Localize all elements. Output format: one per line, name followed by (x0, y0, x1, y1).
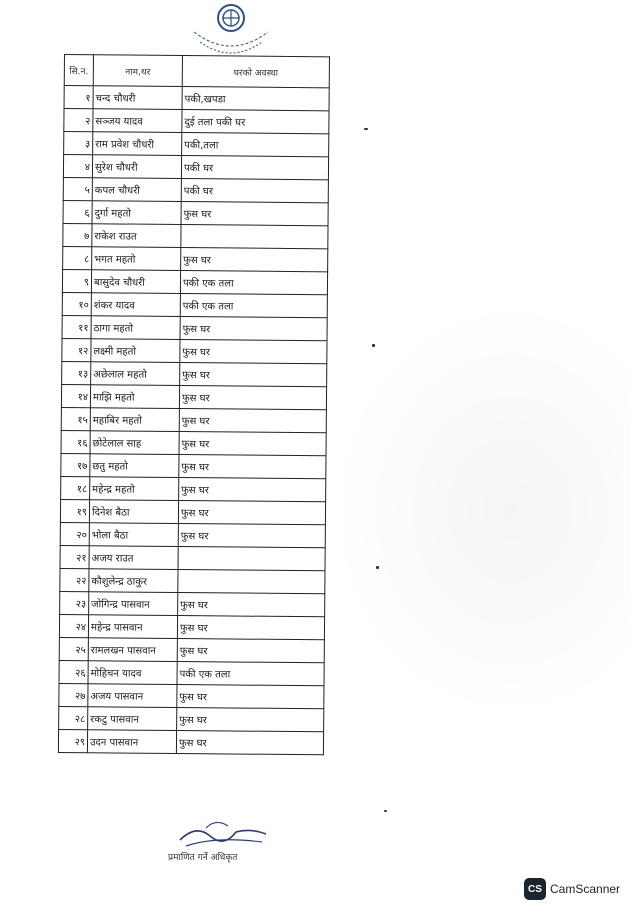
row-name: दिनेश बैठा (89, 500, 178, 524)
row-name: रकटु पासवान (88, 707, 177, 731)
row-serial: ९ (62, 269, 91, 292)
signature (176, 814, 276, 854)
scan-speck (376, 566, 379, 569)
row-serial: २७ (59, 683, 88, 706)
camscanner-watermark (524, 878, 620, 900)
table-row (61, 453, 326, 478)
row-house-status: फुस घर (181, 202, 328, 226)
row-house-status: फुस घर (180, 317, 327, 341)
row-house-status: फुस घर (179, 432, 326, 456)
row-serial: ४ (63, 155, 92, 178)
table-header-row (64, 55, 329, 88)
row-name: भोला बैठा (89, 523, 178, 547)
row-serial: २९ (58, 729, 87, 752)
table-row (63, 200, 328, 225)
table-row (61, 384, 326, 409)
row-name: रामलखन पासवान (88, 638, 177, 662)
table-row (62, 269, 327, 294)
row-house-status: फुस घर (179, 478, 326, 502)
row-name: लक्ष्मी महतो (91, 339, 180, 363)
table-row (58, 729, 323, 754)
row-name: महेन्द्र महतो (90, 477, 179, 501)
header-name: नाम,थर (93, 55, 182, 87)
table-row (60, 591, 325, 616)
row-house-status: फुस घर (178, 593, 325, 617)
row-serial: २५ (59, 637, 88, 660)
table-row (61, 407, 326, 432)
household-table (58, 54, 330, 755)
row-serial: १६ (61, 430, 90, 453)
table-row (59, 660, 324, 685)
table-row (63, 177, 328, 202)
row-serial: १७ (61, 453, 90, 476)
row-house-status: फुस घर (180, 340, 327, 364)
row-name: राकेश राउत (92, 224, 181, 248)
row-serial: ५ (63, 177, 92, 200)
row-house-status: पकी घर (181, 156, 328, 180)
table-row (60, 522, 325, 547)
scan-speck (372, 344, 375, 347)
row-house-status: फुस घर (177, 639, 324, 663)
row-house-status: फुस घर (179, 409, 326, 433)
row-house-status: पकी,खपडा (182, 87, 329, 111)
row-house-status: पकी एक तला (180, 294, 327, 318)
row-name: उदन पासवान (87, 730, 176, 754)
row-name: राम प्रवेश चौधरी (93, 132, 182, 156)
row-serial: २ (64, 109, 93, 132)
row-serial: ६ (63, 200, 92, 223)
row-name: अजय राउत (89, 546, 178, 570)
table-row (60, 545, 325, 570)
scan-speck (384, 810, 387, 812)
table-row (62, 292, 327, 317)
row-house-status: पकी एक तला (177, 662, 324, 686)
row-serial: १३ (62, 361, 91, 384)
row-name: जोगिन्द्र पासवान (89, 592, 178, 616)
row-name: छतु महतो (90, 454, 179, 478)
row-house-status: फुस घर (181, 248, 328, 272)
row-house-status (178, 570, 325, 594)
table-row (63, 223, 328, 248)
table-row (62, 315, 327, 340)
row-house-status: फुस घर (180, 363, 327, 387)
header-house-status: घरको अवस्था (182, 56, 329, 88)
row-name: अछेलाल महतो (91, 362, 180, 386)
table-row (62, 338, 327, 363)
row-name: भगत महतो (92, 247, 181, 271)
row-house-status: पकी घर (181, 179, 328, 203)
camscanner-label: CamScanner (550, 882, 621, 896)
row-name: ठागा महतो (91, 316, 180, 340)
table-row (60, 499, 325, 524)
row-name: महाबिर महतो (90, 408, 179, 432)
row-serial: २८ (59, 706, 88, 729)
row-serial: २६ (59, 660, 88, 683)
row-name: दुर्गा महतो (92, 201, 181, 225)
row-name: कौशुलेन्द्र ठाकुर (89, 569, 178, 593)
header-serial: सि.न. (64, 55, 93, 86)
row-name: माझि महतो (90, 385, 179, 409)
row-serial: २० (60, 522, 89, 545)
row-name: महेन्द्र पासवान (88, 615, 177, 639)
table-row (64, 86, 329, 111)
row-serial: १८ (61, 476, 90, 499)
table-row (59, 637, 324, 662)
table-row (63, 155, 328, 180)
row-serial: १९ (60, 499, 89, 522)
row-house-status: फुस घर (179, 386, 326, 410)
row-serial: १ (64, 86, 93, 109)
row-house-status: फुस घर (177, 708, 324, 732)
table-row (61, 476, 326, 501)
row-serial: ११ (62, 315, 91, 338)
row-serial: १५ (61, 407, 90, 430)
row-serial: १४ (61, 384, 90, 407)
table-row (64, 109, 329, 134)
row-name: छोटेलाल साह (90, 431, 179, 455)
row-name: कपल चौधरी (92, 178, 181, 202)
row-house-status: पकी एक तला (180, 271, 327, 295)
row-house-status: फुस घर (177, 616, 324, 640)
row-name: सुरेश चौधरी (92, 155, 181, 179)
table-row (62, 361, 327, 386)
row-serial: २१ (60, 545, 89, 568)
row-serial: २४ (59, 614, 88, 637)
row-serial: ३ (64, 132, 93, 155)
table-row (59, 614, 324, 639)
table-row (59, 706, 324, 731)
row-house-status: फुस घर (178, 501, 325, 525)
row-house-status: पकी,तला (182, 133, 329, 157)
row-house-status (181, 225, 328, 249)
scan-speck (364, 128, 368, 130)
scan-shadow (330, 300, 630, 720)
table-row (63, 246, 328, 271)
row-serial: २२ (60, 568, 89, 591)
row-name: अजय पासवान (88, 684, 177, 708)
row-house-status: फुस घर (178, 524, 325, 548)
row-house-status: फुस घर (177, 685, 324, 709)
row-name: बासुदेव चौधरी (91, 270, 180, 294)
table-row (61, 430, 326, 455)
row-house-status: फुस घर (176, 731, 323, 755)
table-row (59, 683, 324, 708)
row-name: मोहिचन यादव (88, 661, 177, 685)
row-name: शंकर यादव (91, 293, 180, 317)
table-row (64, 132, 329, 157)
row-house-status: फुस घर (179, 455, 326, 479)
row-house-status (178, 547, 325, 571)
row-serial: ७ (63, 223, 92, 246)
table-row (60, 568, 325, 593)
row-name: चन्द चौधरी (93, 86, 182, 110)
row-serial: १० (62, 292, 91, 315)
row-serial: २३ (60, 591, 89, 614)
row-serial: १२ (62, 338, 91, 361)
row-name: सञ्जय यादव (93, 109, 182, 133)
row-serial: ८ (63, 246, 92, 269)
camscanner-logo-icon: CS (524, 878, 546, 900)
row-house-status: दुई तला पकी घर (182, 110, 329, 134)
signature-caption: प्रमाणित गर्ने अधिकृत (168, 853, 238, 863)
